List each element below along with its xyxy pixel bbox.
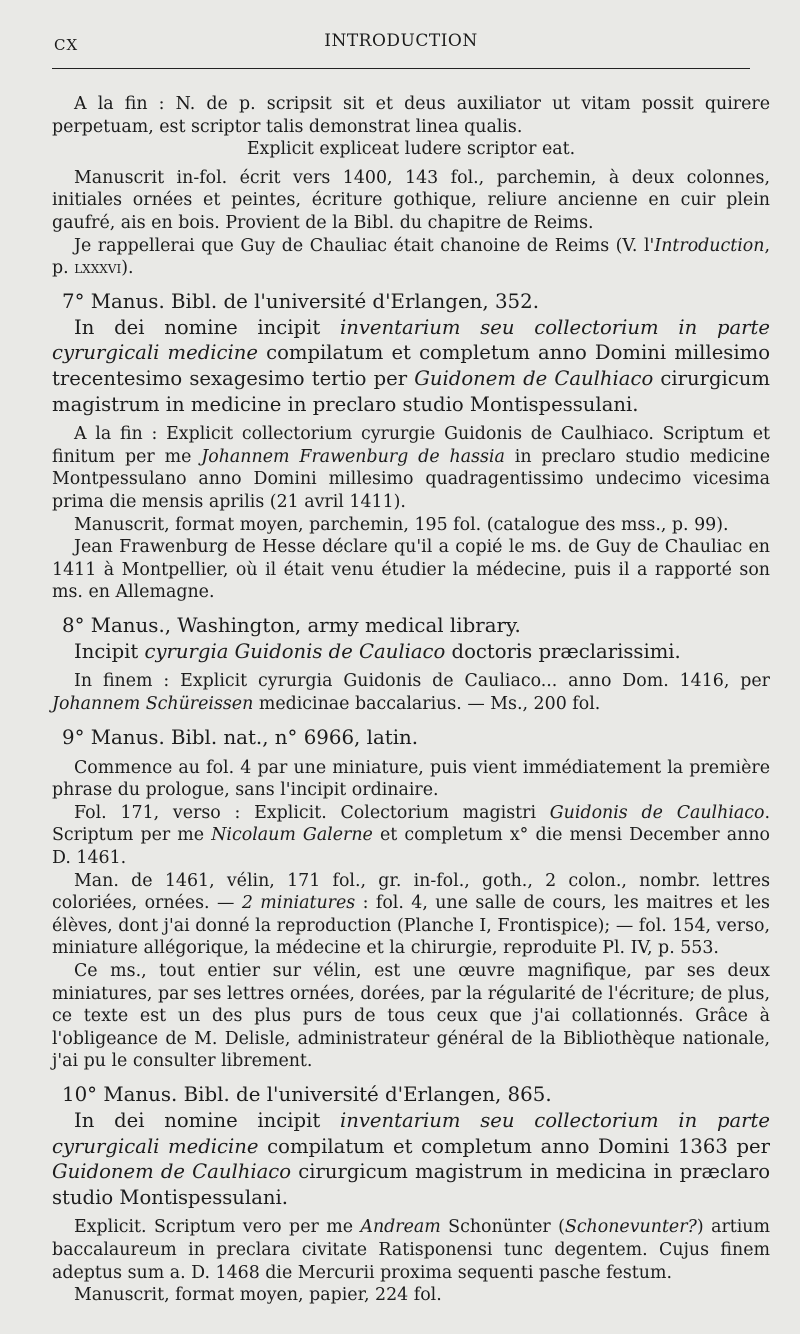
section-heading: 7° Manus. Bibl. de l'université d'Erlangen, 352. — [62, 289, 540, 313]
paragraph: Explicit expliceat ludere scriptor eat. — [246, 139, 576, 160]
page-number: CX — [54, 36, 79, 54]
running-title: INTRODUCTION — [324, 31, 478, 51]
paragraph: Explicit. Scriptum vero per me Andream Schonünter (Schonevunter?) artium baccalaureum in preclara civitate Ratisponensi tunc degentem. Cujus finem adeptus sum a. D. 1468 die Mercurii proxima sequenti pasche festum. — [52, 1217, 770, 1283]
paragraph: Ce ms., tout entier sur vélin, est une œuvre magnifique, par ses deux miniatures, par ses lettres ornées, dorées, par la régularité de l'écriture; de plus, ce texte est un des plus purs de tous ceux que j'ai collationnés. Grâce à l'obligeance de M. Delisle, administrateur général de la Bibliothèque nationale, j'ai pu le consulter librement. — [52, 961, 770, 1072]
paragraph: Commence au fol. 4 par une miniature, puis vient immédiatement la première phrase du prologue, sans l'incipit ordinaire. — [52, 757, 770, 801]
page-header — [52, 0, 750, 69]
page-body — [52, 69, 770, 1307]
paragraph: In dei nomine incipit inventarium seu collectorium in parte cyrurgicali medicine compilatum et completum anno Domini millesimo trecentesimo sexagesimo tertio per Guidonem de Caulhiaco cirurgicum magistrum in medicine in preclaro studio Montispessulani. — [52, 315, 770, 416]
paragraph: Manuscrit, format moyen, parchemin, 195 fol. (catalogue des mss., p. 99). — [74, 514, 729, 535]
paragraph: In dei nomine incipit inventarium seu collectorium in parte cyrurgicali medicine compilatum et completum anno Domini 1363 per Guidonem de Caulhiaco cirurgicum magistrum in medicina in præclaro studio Montispessulani. — [52, 1108, 771, 1209]
section-heading: 8° Manus., Washington, army medical library. — [62, 613, 521, 637]
section-heading: 9° Manus. Bibl. nat., n° 6966, latin. — [62, 725, 419, 749]
paragraph: Je rappellerai que Guy de Chauliac était chanoine de Reims (V. l'Introduction, p. lxxxvi). — [52, 235, 770, 279]
section-heading: 10° Manus. Bibl. de l'université d'Erlangen, 865. — [62, 1082, 552, 1106]
paragraph: A la fin : Explicit collectorium cyrurgie Guidonis de Caulhiaco. Scriptum et finitum per me Johannem Frawenburg de hassia in preclaro studio medicine Montpessulano anno Domini millesimo quadragentissimo undecimo vicesima prima die mensis aprilis (21 avril 1411). — [52, 424, 770, 512]
paragraph: Manuscrit, format moyen, papier, 224 fol. — [74, 1285, 442, 1306]
paragraph: Man. de 1461, vélin, 171 fol., gr. in-fol., goth., 2 colon., nombr. lettres coloriées, ornées. — 2 miniatures : fol. 4, une salle de cours, les maitres et les élèves, dont j'ai donné la reproduction (Planche I, Frontispice); — fol. 154, verso, miniature allégorique, la médecine et la chirurgie, reproduite Pl. IV, p. 553. — [52, 870, 770, 959]
paragraph: Jean Frawenburg de Hesse déclare qu'il a copié le ms. de Guy de Chauliac en 1411 à Montpellier, où il était venu étudier la médecine, puis il a rapporté son ms. en Allemagne. — [52, 537, 770, 603]
paragraph: Fol. 171, verso : Explicit. Colectorium magistri Guidonis de Caulhiaco. Scriptum per me Nicolaum Galerne et completum x° die mensi December anno D. 1461. — [52, 802, 770, 869]
paragraph: Manuscrit in-fol. écrit vers 1400, 143 fol., parchemin, à deux colonnes, initiales ornées et peintes, écriture gothique, reliure ancienne en cuir plein gaufré, ais en bois. Provient de la Bibl. du chapitre de Reims. — [52, 167, 770, 233]
paragraph: Incipit cyrurgia Guidonis de Cauliaco doctoris præclarissimi. — [74, 639, 681, 663]
paragraph: A la fin : N. de p. scripsit sit et deus auxiliator ut vitam possit quirere perpetuam, est scriptor talis demonstrat linea qualis. — [52, 94, 770, 137]
paragraph: In finem : Explicit cyrurgia Guidonis de Cauliaco... anno Dom. 1416, per Johannem Schüreissen medicinae baccalarius. — Ms., 200 fol. — [52, 671, 770, 715]
